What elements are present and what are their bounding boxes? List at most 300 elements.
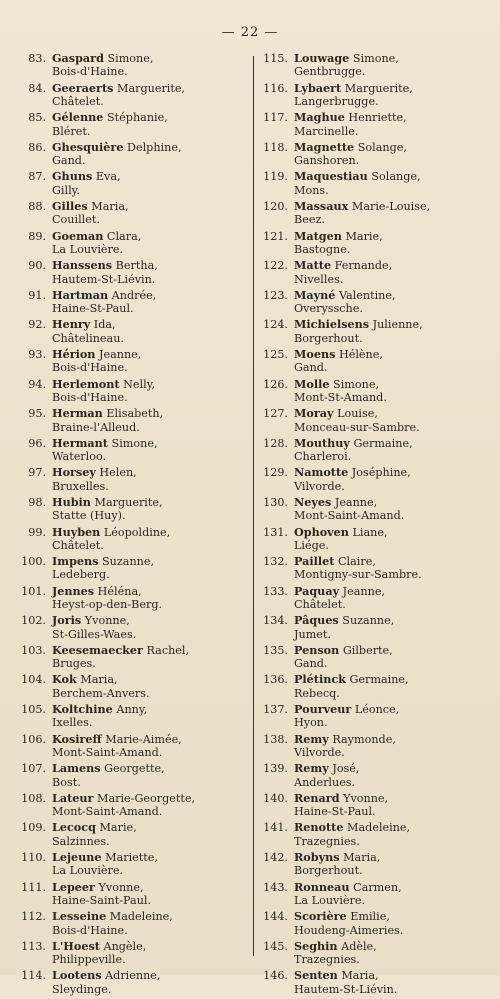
surname: Joris xyxy=(52,613,82,628)
given-name: Suzanne, xyxy=(342,614,395,628)
place-of-origin: Gand. xyxy=(294,657,328,671)
entry-name-line xyxy=(294,851,380,864)
entry-number: 94. xyxy=(28,377,46,391)
given-name: Bertha, xyxy=(115,259,158,273)
surname: Lateur xyxy=(52,790,94,805)
list-item xyxy=(20,82,242,112)
given-name: Carmen, xyxy=(353,880,402,894)
surname: Lootens xyxy=(52,968,102,983)
surname: Gaspard xyxy=(52,51,104,65)
place-of-origin: Gentbrugge. xyxy=(294,65,366,79)
entry-name-line xyxy=(52,792,195,805)
list-item xyxy=(262,52,484,82)
place-of-origin: Borgerhout. xyxy=(294,864,363,878)
place-of-origin: Gand. xyxy=(52,154,86,168)
place-of-origin: Rebecq. xyxy=(294,686,340,700)
surname: Lamens xyxy=(52,761,101,776)
surname: Keesemaecker xyxy=(52,642,143,657)
given-name: Nelly, xyxy=(123,377,156,391)
entry-number: 86. xyxy=(28,140,46,154)
surname: Maghue xyxy=(294,110,345,125)
entry-name-line xyxy=(52,644,189,657)
list-item xyxy=(20,496,242,526)
entry-name-line xyxy=(52,851,158,864)
surname: Horsey xyxy=(52,465,96,480)
entry-name-line xyxy=(294,82,413,95)
entry-name-line xyxy=(294,585,385,598)
place-of-origin: Braine-l'Alleud. xyxy=(52,420,140,434)
place-of-origin: Ixelles. xyxy=(52,716,93,730)
given-name: Simone, xyxy=(352,52,399,65)
entry-name-line xyxy=(294,614,394,627)
list-item xyxy=(20,881,242,911)
given-name: Solange, xyxy=(371,170,421,184)
place-of-origin: Borgerhout. xyxy=(294,331,363,345)
place-of-origin: Ledeberg. xyxy=(52,568,110,582)
surname: Neyes xyxy=(294,494,332,509)
given-name: Mariette, xyxy=(105,851,158,865)
list-item xyxy=(20,555,242,585)
surname: Hérion xyxy=(52,346,96,361)
surname: Lejeune xyxy=(52,850,102,865)
list-item xyxy=(262,614,484,644)
surname: Scorière xyxy=(294,909,347,924)
entry-number: 145. xyxy=(263,939,288,953)
entry-name-line xyxy=(52,673,118,686)
given-name: Jeanne, xyxy=(334,495,378,509)
entry-name-line xyxy=(294,762,359,775)
surname: Pourveur xyxy=(294,702,352,717)
place-of-origin: Anderlues. xyxy=(294,775,356,789)
list-item xyxy=(262,526,484,556)
given-name: Simone, xyxy=(107,52,154,65)
given-name: Anny, xyxy=(116,703,148,717)
surname: Lesseine xyxy=(52,909,107,924)
entry-name-line xyxy=(294,792,388,805)
surname: Ghuns xyxy=(52,169,93,184)
entry-number: 140. xyxy=(263,791,288,805)
given-name: Héléna, xyxy=(97,584,142,598)
entry-number: 85. xyxy=(28,111,46,125)
surname: Renotte xyxy=(294,820,344,835)
place-of-origin: Jumet. xyxy=(294,627,331,641)
surname: Remy xyxy=(294,761,329,776)
given-name: Maria, xyxy=(91,199,129,213)
list-item xyxy=(262,437,484,467)
surname: Ghesquière xyxy=(52,139,124,154)
given-name: Elisabeth, xyxy=(106,407,164,421)
entry-name-line xyxy=(52,230,141,243)
entry-number: 88. xyxy=(28,199,46,213)
list-item xyxy=(262,407,484,437)
entry-name-line xyxy=(294,378,379,391)
list-item xyxy=(262,673,484,703)
list-item xyxy=(20,673,242,703)
given-name: Léonce, xyxy=(354,703,400,717)
given-name: Emilie, xyxy=(350,910,390,924)
list-item xyxy=(262,111,484,141)
place-of-origin: Mont-Saint-Amand. xyxy=(52,746,163,760)
place-of-origin: Hautem-St-Liévin. xyxy=(294,982,398,996)
surname: Jennes xyxy=(52,583,95,598)
entry-number: 104. xyxy=(21,673,46,687)
entry-name-line xyxy=(52,526,170,539)
surname: Paillet xyxy=(294,554,335,569)
entry-number: 103. xyxy=(21,643,46,657)
list-item xyxy=(20,644,242,674)
entry-name-line xyxy=(52,940,146,953)
page-number: — 22 — xyxy=(221,25,279,40)
surname: Remy xyxy=(294,731,329,746)
entry-name-line xyxy=(294,170,421,183)
entry-number: 113. xyxy=(21,939,46,953)
entry-name-line xyxy=(294,526,388,539)
surname: Mayné xyxy=(294,287,336,302)
surname: Mouthuy xyxy=(294,435,350,450)
entry-name-line xyxy=(52,82,185,95)
given-name: Delphine, xyxy=(127,140,182,154)
entry-name-line xyxy=(52,585,142,598)
given-name: Fernande, xyxy=(334,259,393,273)
given-name: Marie, xyxy=(99,821,137,835)
entry-name-line xyxy=(294,940,377,953)
surname: Henry xyxy=(52,317,91,332)
list-item xyxy=(262,141,484,171)
surname: Gilles xyxy=(52,198,88,213)
entry-number: 125. xyxy=(263,347,288,361)
entry-name-line xyxy=(294,821,410,834)
list-item xyxy=(20,52,242,82)
given-name: Henriette, xyxy=(348,111,407,125)
place-of-origin: Mons. xyxy=(294,183,329,197)
entry-name-line xyxy=(52,437,158,450)
place-of-origin: Haine-St-Paul. xyxy=(294,805,376,819)
place-of-origin: Vilvorde. xyxy=(294,479,345,493)
surname: Lybaert xyxy=(294,80,342,95)
surname: Renard xyxy=(294,790,340,805)
surname: Louwage xyxy=(294,51,350,65)
place-of-origin: Salzinnes. xyxy=(52,834,110,848)
entry-number: 97. xyxy=(28,466,46,480)
list-item xyxy=(262,644,484,674)
entry-name-line xyxy=(52,52,153,65)
surname: Lepeer xyxy=(52,879,95,894)
list-item xyxy=(262,318,484,348)
place-of-origin: Nivelles. xyxy=(294,272,344,286)
place-of-origin: Bruxelles. xyxy=(52,479,109,493)
surname: L'Hoest xyxy=(52,938,100,953)
entry-number: 137. xyxy=(263,703,288,717)
entry-number: 100. xyxy=(21,555,46,569)
place-of-origin: Bost. xyxy=(52,775,81,789)
entry-number: 132. xyxy=(263,555,288,569)
entry-number: 126. xyxy=(263,377,288,391)
entry-name-line xyxy=(294,703,399,716)
given-name: Liane, xyxy=(352,525,388,539)
list-item xyxy=(20,466,242,496)
list-item xyxy=(262,733,484,763)
entry-name-line xyxy=(294,910,390,923)
entry-number: 118. xyxy=(263,140,288,154)
given-name: Eva, xyxy=(95,170,121,184)
given-name: Germaine, xyxy=(349,673,409,687)
surname: Seghin xyxy=(294,938,338,953)
right-column xyxy=(262,52,484,999)
entry-number: 122. xyxy=(263,259,288,273)
entry-name-line xyxy=(52,910,173,923)
surname: Hartman xyxy=(52,287,109,302)
list-item xyxy=(262,851,484,881)
entry-name-line xyxy=(294,141,407,154)
given-name: Madeleine, xyxy=(347,821,411,835)
place-of-origin: Statte (Huy). xyxy=(52,509,126,523)
surname: Robyns xyxy=(294,850,340,865)
list-item xyxy=(262,762,484,792)
list-item xyxy=(262,200,484,230)
place-of-origin: Châtelet. xyxy=(52,538,104,552)
entry-number: 112. xyxy=(21,910,46,924)
list-item xyxy=(20,733,242,763)
list-item xyxy=(262,259,484,289)
list-item xyxy=(20,170,242,200)
place-of-origin: Montigny-sur-Sambre. xyxy=(294,568,422,582)
place-of-origin: Monceau-sur-Sambre. xyxy=(294,420,420,434)
place-of-origin: Mont-Saint-Amand. xyxy=(52,805,163,819)
list-item xyxy=(20,111,242,141)
entry-name-line xyxy=(294,466,411,479)
surname: Koltchine xyxy=(52,702,113,717)
place-of-origin: Haine-Saint-Paul. xyxy=(52,894,152,908)
given-name: Adrienne, xyxy=(105,969,161,983)
entry-name-line xyxy=(52,969,160,982)
entry-number: 121. xyxy=(263,229,288,243)
entry-number: 105. xyxy=(21,703,46,717)
entry-name-line xyxy=(52,348,141,361)
given-name: Georgette, xyxy=(104,762,165,776)
entry-name-line xyxy=(294,259,392,272)
list-item xyxy=(262,348,484,378)
surname: Hanssens xyxy=(52,258,113,273)
entry-number: 109. xyxy=(21,821,46,835)
entry-number: 84. xyxy=(28,81,46,95)
given-name: Adèle, xyxy=(341,939,377,953)
place-of-origin: Berchem-Anvers. xyxy=(52,686,150,700)
list-item xyxy=(20,614,242,644)
surname: Namotte xyxy=(294,465,349,480)
left-column xyxy=(20,52,242,999)
place-of-origin: La Louvière. xyxy=(52,242,124,256)
entry-name-line xyxy=(294,289,396,302)
entry-number: 136. xyxy=(263,673,288,687)
given-name: Marie, xyxy=(345,229,383,243)
given-name: Léopoldine, xyxy=(103,525,171,539)
list-item xyxy=(20,969,242,999)
given-name: Ida, xyxy=(93,318,116,332)
given-name: Gilberte, xyxy=(342,643,393,657)
entry-number: 139. xyxy=(263,762,288,776)
place-of-origin: Houdeng-Aimeries. xyxy=(294,923,404,937)
surname: Hermant xyxy=(52,435,108,450)
surname: Ophoven xyxy=(294,524,349,539)
surname: Plétinck xyxy=(294,672,346,687)
given-name: José, xyxy=(332,762,360,776)
list-item xyxy=(20,348,242,378)
given-name: Marie-Georgette, xyxy=(97,791,196,805)
entry-number: 146. xyxy=(263,969,288,983)
place-of-origin: Heyst-op-den-Berg. xyxy=(52,598,163,612)
given-name: Simone, xyxy=(111,436,158,450)
given-name: Helen, xyxy=(99,466,137,480)
entry-name-line xyxy=(294,673,409,686)
surname: Matgen xyxy=(294,228,342,243)
given-name: Marguerite, xyxy=(94,495,163,509)
entry-number: 102. xyxy=(21,614,46,628)
entry-number: 108. xyxy=(21,791,46,805)
given-name: Hélène, xyxy=(338,347,383,361)
list-item xyxy=(20,378,242,408)
place-of-origin: Langerbrugge. xyxy=(294,94,379,108)
list-item xyxy=(262,969,484,999)
entry-number: 83. xyxy=(28,52,46,65)
place-of-origin: Bastogne. xyxy=(294,242,351,256)
list-item xyxy=(20,762,242,792)
place-of-origin: Bois-d'Haine. xyxy=(52,923,128,937)
entry-name-line xyxy=(52,762,165,775)
surname: Hubin xyxy=(52,494,91,509)
given-name: Claire, xyxy=(337,555,376,569)
surname: Gélenne xyxy=(52,110,104,125)
given-name: Jeanne, xyxy=(342,584,386,598)
entry-name-line xyxy=(294,496,377,509)
entry-number: 127. xyxy=(263,407,288,421)
entry-name-line xyxy=(52,466,137,479)
surname: Ronneau xyxy=(294,879,350,894)
list-item xyxy=(20,407,242,437)
place-of-origin: Gand. xyxy=(294,361,328,375)
surname: Geeraerts xyxy=(52,80,114,95)
list-item xyxy=(262,821,484,851)
surname: Maquestiau xyxy=(294,169,368,184)
place-of-origin: Mont-St-Amand. xyxy=(294,390,387,404)
place-of-origin: Sleydinge. xyxy=(52,982,112,996)
entry-number: 142. xyxy=(263,851,288,865)
surname: Paquay xyxy=(294,583,340,598)
entry-number: 107. xyxy=(21,762,46,776)
list-item xyxy=(262,289,484,319)
column-divider xyxy=(253,56,254,956)
list-item xyxy=(262,910,484,940)
place-of-origin: Liége. xyxy=(294,538,329,552)
given-name: Clara, xyxy=(106,229,142,243)
given-name: Louise, xyxy=(337,407,378,421)
place-of-origin: Trazegnies. xyxy=(294,953,360,967)
place-of-origin: Couillet. xyxy=(52,213,100,227)
entry-number: 99. xyxy=(28,525,46,539)
list-item xyxy=(262,703,484,733)
entry-number: 128. xyxy=(263,436,288,450)
given-name: Yvonne, xyxy=(98,880,144,894)
entry-number: 101. xyxy=(21,584,46,598)
surname: Impens xyxy=(52,554,99,569)
list-item xyxy=(262,466,484,496)
list-item xyxy=(20,318,242,348)
list-item xyxy=(20,141,242,171)
entry-number: 87. xyxy=(28,170,46,184)
entry-number: 123. xyxy=(263,288,288,302)
entry-number: 92. xyxy=(28,318,46,332)
given-name: Solange, xyxy=(357,140,407,154)
list-item xyxy=(262,792,484,822)
entry-name-line xyxy=(52,170,121,183)
place-of-origin: La Louvière. xyxy=(52,864,124,878)
place-of-origin: Waterloo. xyxy=(52,450,107,464)
given-name: Marguerite, xyxy=(116,81,186,95)
entry-name-line xyxy=(294,348,383,361)
given-name: Suzanne, xyxy=(102,555,155,569)
place-of-origin: Bruges. xyxy=(52,657,96,671)
surname: Penson xyxy=(294,642,340,657)
given-name: Marguerite, xyxy=(344,81,413,95)
given-name: Maria, xyxy=(341,969,379,983)
given-name: Rachel, xyxy=(146,643,190,657)
entry-number: 90. xyxy=(28,259,46,273)
entry-name-line xyxy=(294,111,407,124)
surname: Huyben xyxy=(52,524,101,539)
list-item xyxy=(262,170,484,200)
entry-number: 144. xyxy=(263,910,288,924)
list-item xyxy=(20,792,242,822)
place-of-origin: Hyon. xyxy=(294,716,328,730)
entry-name-line xyxy=(294,644,393,657)
list-item xyxy=(262,555,484,585)
entry-number: 134. xyxy=(263,614,288,628)
list-item xyxy=(20,851,242,881)
given-name: Maria, xyxy=(343,851,381,865)
surname: Michielsens xyxy=(294,317,370,332)
surname: Pâques xyxy=(294,613,339,628)
entry-name-line xyxy=(52,200,129,213)
entry-name-line xyxy=(52,733,182,746)
entry-name-line xyxy=(52,614,130,627)
given-name: Jeanne, xyxy=(99,347,142,361)
list-item xyxy=(262,881,484,911)
place-of-origin: Châtelineau. xyxy=(52,331,124,345)
place-of-origin: Bléret. xyxy=(52,124,91,138)
place-of-origin: Ganshoren. xyxy=(294,154,360,168)
place-of-origin: Bois-d'Haine. xyxy=(52,390,128,404)
list-item xyxy=(262,585,484,615)
place-of-origin: Marcinelle. xyxy=(294,124,359,138)
surname: Herlemont xyxy=(52,376,120,391)
entry-name-line xyxy=(294,881,402,894)
place-of-origin: Haine-St-Paul. xyxy=(52,302,134,316)
entry-number: 89. xyxy=(28,229,46,243)
given-name: Yvonne, xyxy=(84,614,130,628)
entry-number: 111. xyxy=(21,880,46,894)
entry-name-line xyxy=(294,52,399,65)
entry-number: 143. xyxy=(263,880,288,894)
list-item xyxy=(20,821,242,851)
list-item xyxy=(20,910,242,940)
given-name: Madeleine, xyxy=(109,910,173,924)
surname: Magnette xyxy=(294,139,355,154)
place-of-origin: Hautem-St-Liévin. xyxy=(52,272,156,286)
place-of-origin: Beez. xyxy=(294,213,325,227)
entry-number: 106. xyxy=(21,732,46,746)
entry-name-line xyxy=(52,378,155,391)
entry-number: 91. xyxy=(28,288,46,302)
given-name: Joséphine, xyxy=(351,466,411,480)
